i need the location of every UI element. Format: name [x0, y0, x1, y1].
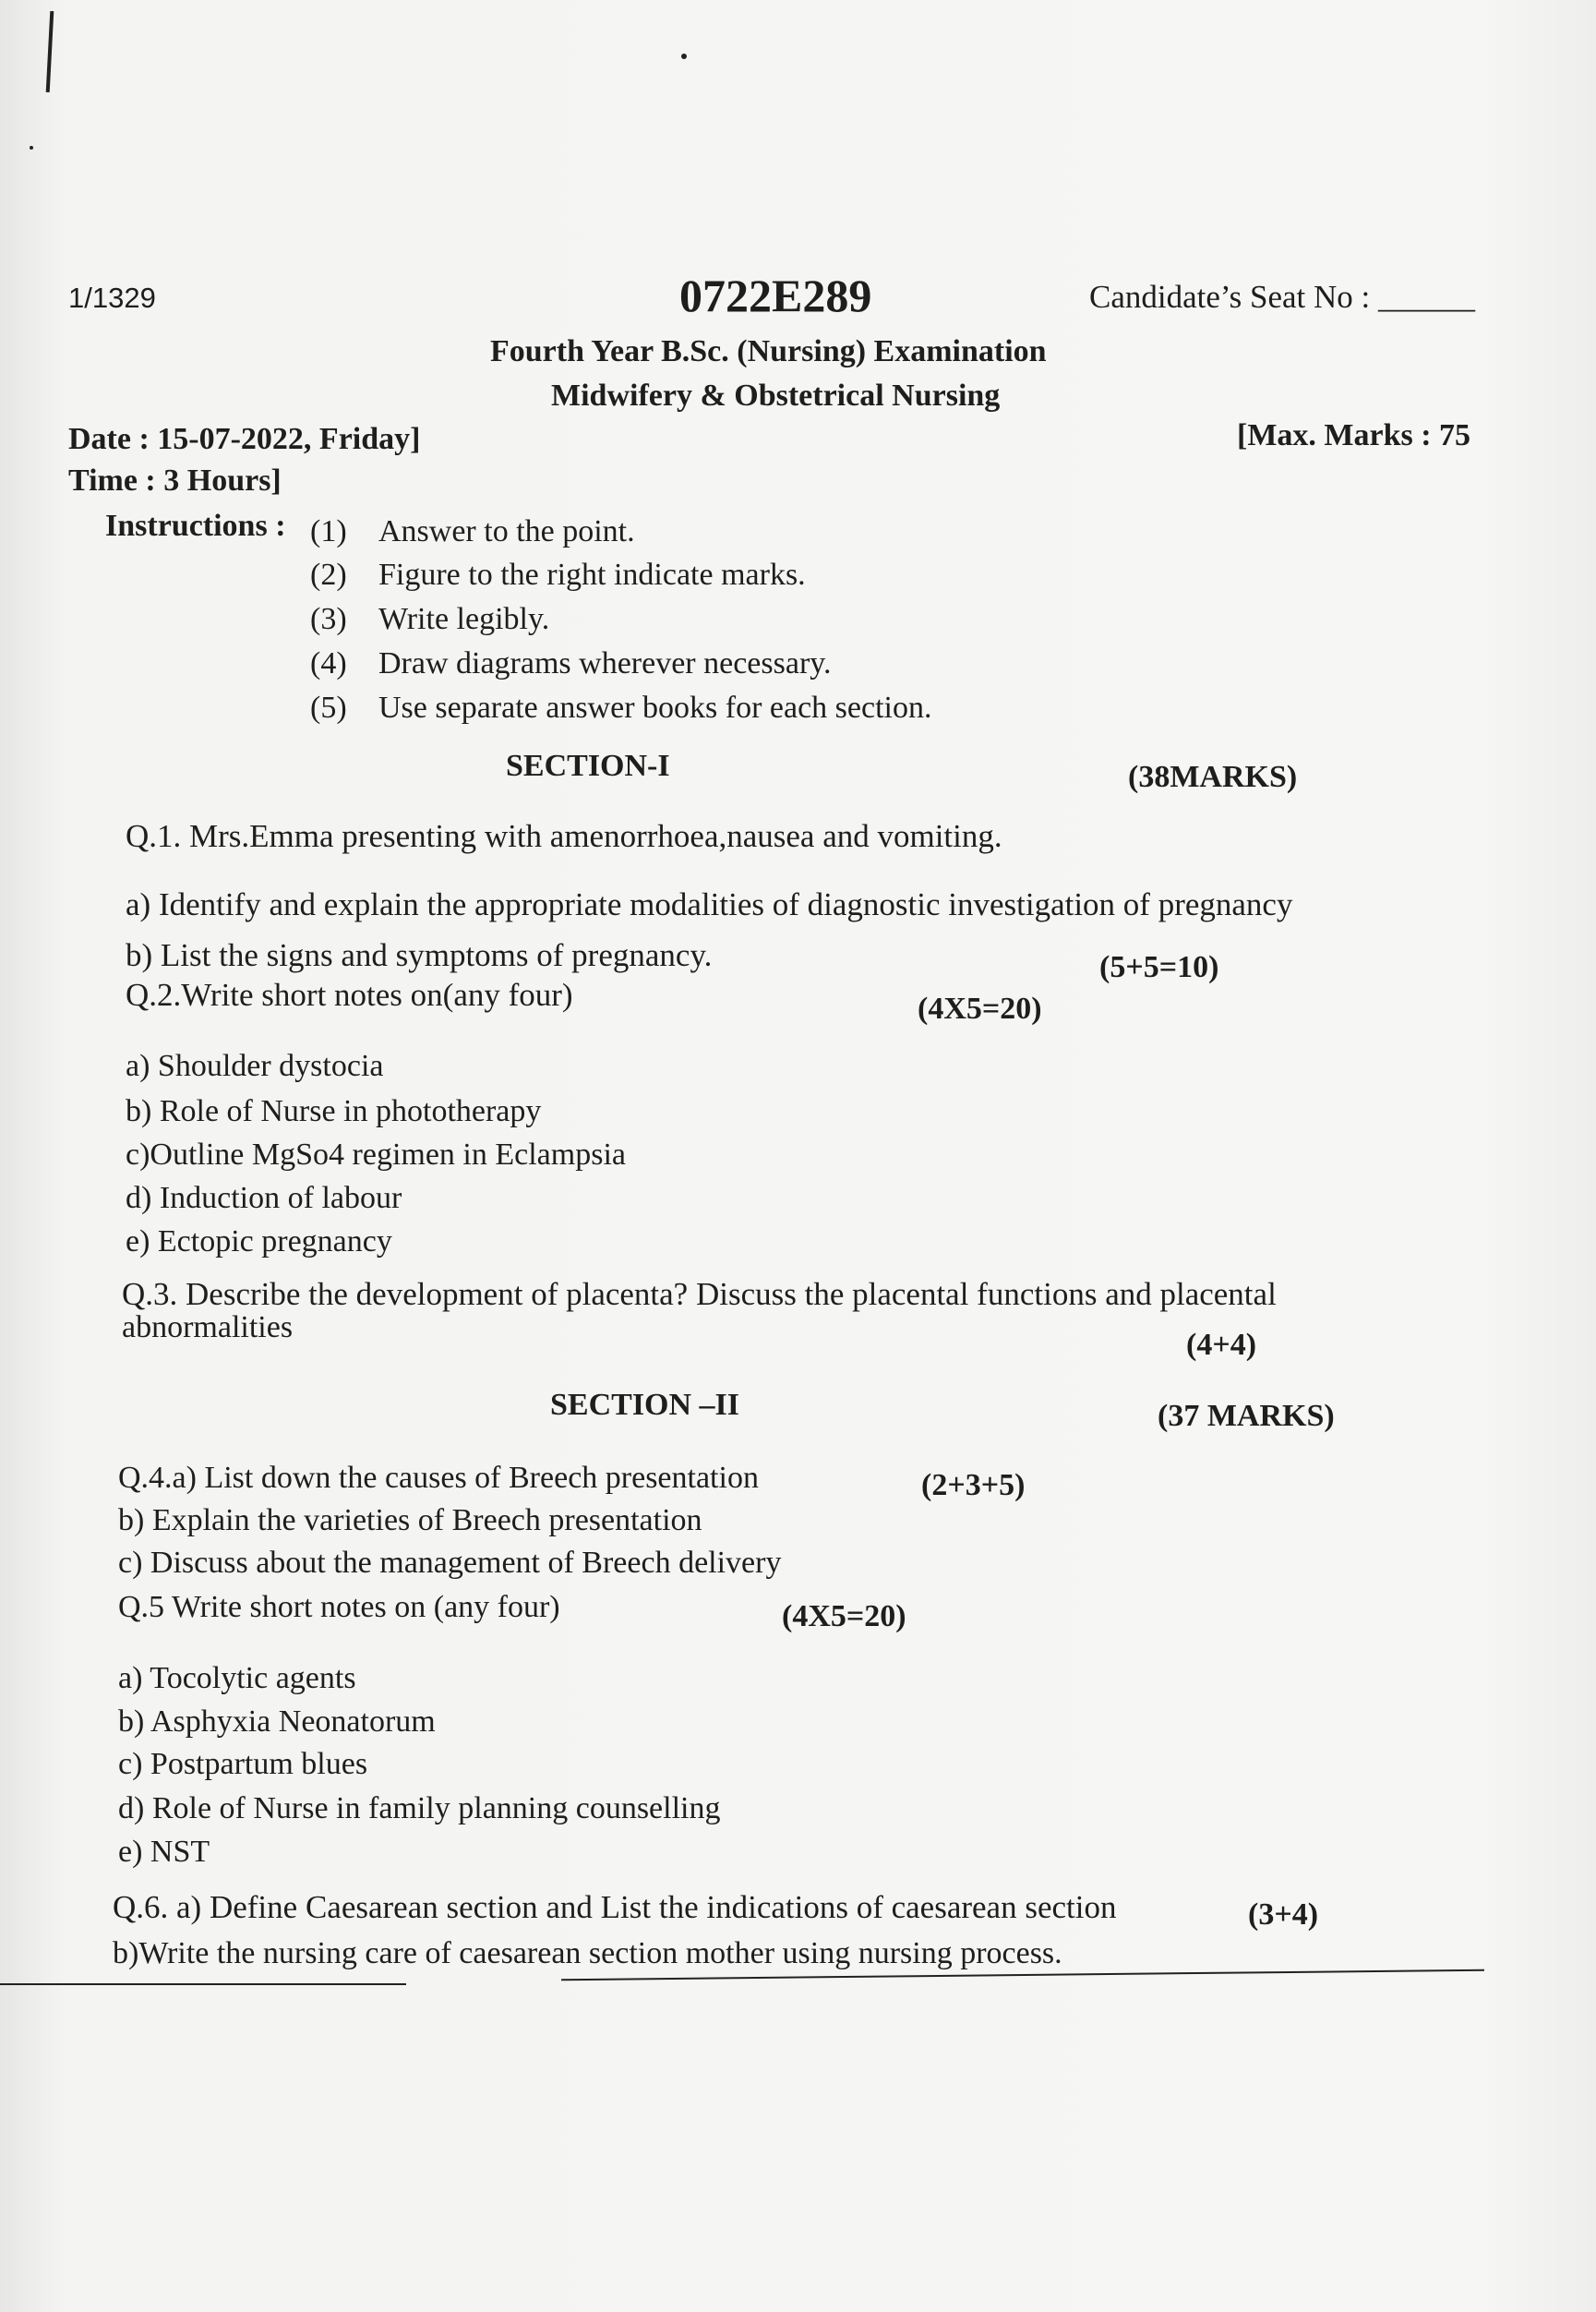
question-marks: (5+5=10)	[1099, 950, 1219, 984]
list-item: d) Induction of labour	[126, 1181, 402, 1215]
question-part: a) Identify and explain the appropriate modalities of diagnostic investigation of pregnancy	[126, 886, 1293, 922]
exam-time: Time : 3 Hours]	[68, 464, 282, 498]
section-marks: (37 MARKS)	[1158, 1399, 1335, 1433]
scan-dot	[681, 54, 687, 59]
list-item: b) Asphyxia Neonatorum	[118, 1704, 436, 1739]
question-stem: Q.1. Mrs.Emma presenting with amenorrhoea,nausea and vomiting.	[126, 818, 1002, 854]
subject-title: Midwifery & Obstetrical Nursing	[551, 379, 1001, 413]
question-marks: (4+4)	[1186, 1328, 1257, 1362]
question-stem: abnormalities	[122, 1310, 294, 1344]
instruction-number: (2)	[310, 558, 347, 592]
instruction-text: Figure to the right indicate marks.	[378, 558, 806, 592]
scan-mark	[46, 11, 54, 92]
question-marks: (4X5=20)	[782, 1599, 906, 1633]
list-item: b) Role of Nurse in phototherapy	[126, 1094, 542, 1128]
list-item: e) Ectopic pregnancy	[126, 1224, 392, 1258]
end-rule	[0, 1983, 406, 1985]
list-item: e) NST	[118, 1835, 210, 1869]
instruction-number: (3)	[310, 602, 347, 636]
instructions-label: Instructions :	[105, 509, 286, 543]
list-item: c) Postpartum blues	[118, 1747, 368, 1781]
seat-number-label: Candidate’s Seat No : ______	[1089, 279, 1476, 315]
exam-date: Date : 15-07-2022, Friday]	[68, 422, 421, 456]
section-marks: (38MARKS)	[1128, 760, 1298, 794]
instruction-text: Write legibly.	[378, 602, 550, 636]
question-marks: (3+4)	[1248, 1897, 1319, 1932]
section-title: SECTION –II	[550, 1388, 740, 1422]
question-part: b)Write the nursing care of caesarean section mother using nursing process.	[113, 1936, 1062, 1970]
list-item: a) Tocolytic agents	[118, 1661, 356, 1695]
instruction-number: (5)	[310, 691, 347, 725]
question-stem: Q.2.Write short notes on(any four)	[126, 977, 573, 1013]
question-stem: Q.5 Write short notes on (any four)	[118, 1590, 560, 1624]
question-part: b) Explain the varieties of Breech presentation	[118, 1503, 702, 1537]
list-item: a) Shoulder dystocia	[126, 1049, 384, 1083]
question-part: Q.6. a) Define Caesarean section and List the indications of caesarean section	[113, 1889, 1117, 1925]
question-part: c) Discuss about the management of Breech delivery	[118, 1546, 782, 1580]
scan-dot	[30, 146, 33, 150]
question-part: b) List the signs and symptoms of pregnancy.	[126, 937, 713, 973]
section-title: SECTION-I	[506, 749, 670, 783]
paper-code: 0722E289	[679, 270, 872, 321]
question-marks: (2+3+5)	[921, 1468, 1026, 1502]
instruction-text: Use separate answer books for each section.	[378, 691, 932, 725]
instruction-number: (4)	[310, 646, 347, 680]
exam-title: Fourth Year B.Sc. (Nursing) Examination	[490, 334, 1047, 368]
list-item: d) Role of Nurse in family planning counselling	[118, 1791, 721, 1825]
max-marks: [Max. Marks : 75	[1237, 418, 1471, 452]
instruction-text: Answer to the point.	[378, 514, 635, 548]
question-stem: Q.3. Describe the development of placenta? Discuss the placental functions and placental	[122, 1276, 1277, 1312]
instruction-number: (1)	[310, 514, 347, 548]
question-marks: (4X5=20)	[918, 992, 1042, 1026]
paper-serial: 1/1329	[68, 282, 156, 314]
instruction-text: Draw diagrams wherever necessary.	[378, 646, 832, 680]
list-item: c)Outline MgSo4 regimen in Eclampsia	[126, 1138, 626, 1172]
question-part: Q.4.a) List down the causes of Breech presentation	[118, 1461, 759, 1495]
